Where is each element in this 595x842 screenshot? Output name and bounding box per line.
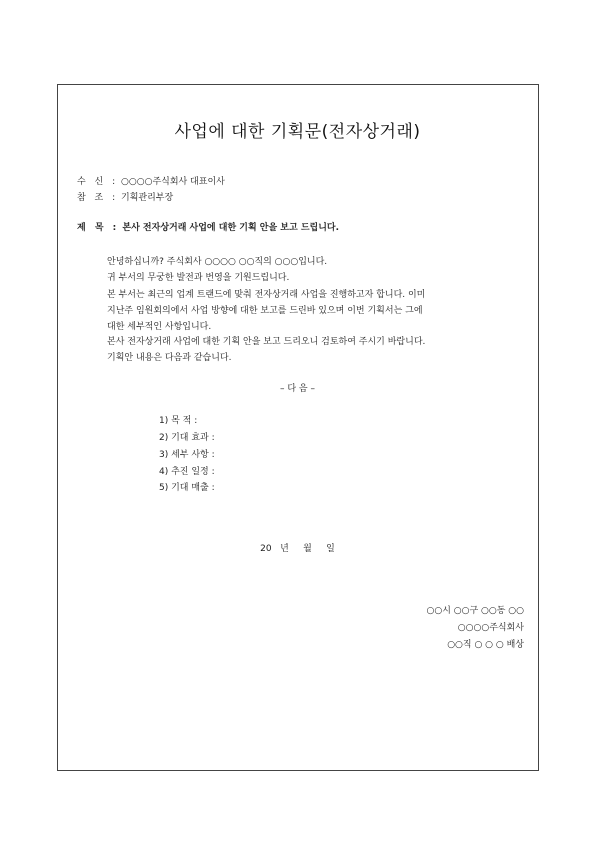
body-line: 기획안 내용은 다음과 같습니다. <box>107 353 232 363</box>
item-expected-effect: 2) 기대 효과 : <box>159 433 215 443</box>
body-line: 지난주 임원회의에서 사업 방향에 대한 보고를 드린바 있으며 이번 기획서는 그에 <box>107 306 423 316</box>
reference-row <box>77 193 173 204</box>
body-line: 대한 세부적인 사항입니다. <box>107 322 212 332</box>
body-line: 안녕하십니까? 주식회사 ○○○○ ○○직의 ○○○입니다. <box>107 257 328 267</box>
subject-value: 본사 전자상거래 사업에 대한 기획 안을 보고 드립니다. <box>122 223 340 233</box>
body-line: 본 부서는 최근의 업계 트랜드에 맞춰 전자상거래 사업을 진행하고자 합니다. 이미 <box>107 290 426 300</box>
separator-heading: – 다 음 – <box>280 384 315 394</box>
reference-label: 참 조 : <box>77 193 119 203</box>
document-date: 20 년 월 일 <box>260 544 335 554</box>
sender-company: ○○○○주식회사 <box>457 623 524 633</box>
reference-value: 기획관리부장 <box>121 193 174 203</box>
recipient-value: ○○○○주식회사 대표이사 <box>121 177 225 187</box>
item-details: 3) 세부 사항 : <box>159 450 215 460</box>
recipient-label: 수 신 : <box>77 177 119 187</box>
subject-row <box>77 223 339 234</box>
subject-label: 제 목 : <box>77 223 120 233</box>
sender-address: ○○시 ○○구 ○○동 ○○ <box>426 606 524 616</box>
item-purpose: 1) 목 적 : <box>159 416 198 426</box>
body-line: 귀 부서의 무궁한 발전과 번영을 기원드립니다. <box>107 273 290 283</box>
body-line: 본사 전자상거래 사업에 대한 기획 안을 보고 드리오니 검토하여 주시기 바랍니다. <box>107 337 426 347</box>
item-schedule: 4) 추진 일정 : <box>159 467 215 477</box>
sender-signatory: ○○직 ○ ○ ○ 배상 <box>447 640 524 650</box>
document-title: 사업에 대한 기획문(전자상거래) <box>174 122 421 142</box>
recipient-row <box>77 177 225 188</box>
item-expected-sales: 5) 기대 매출 : <box>159 483 215 493</box>
